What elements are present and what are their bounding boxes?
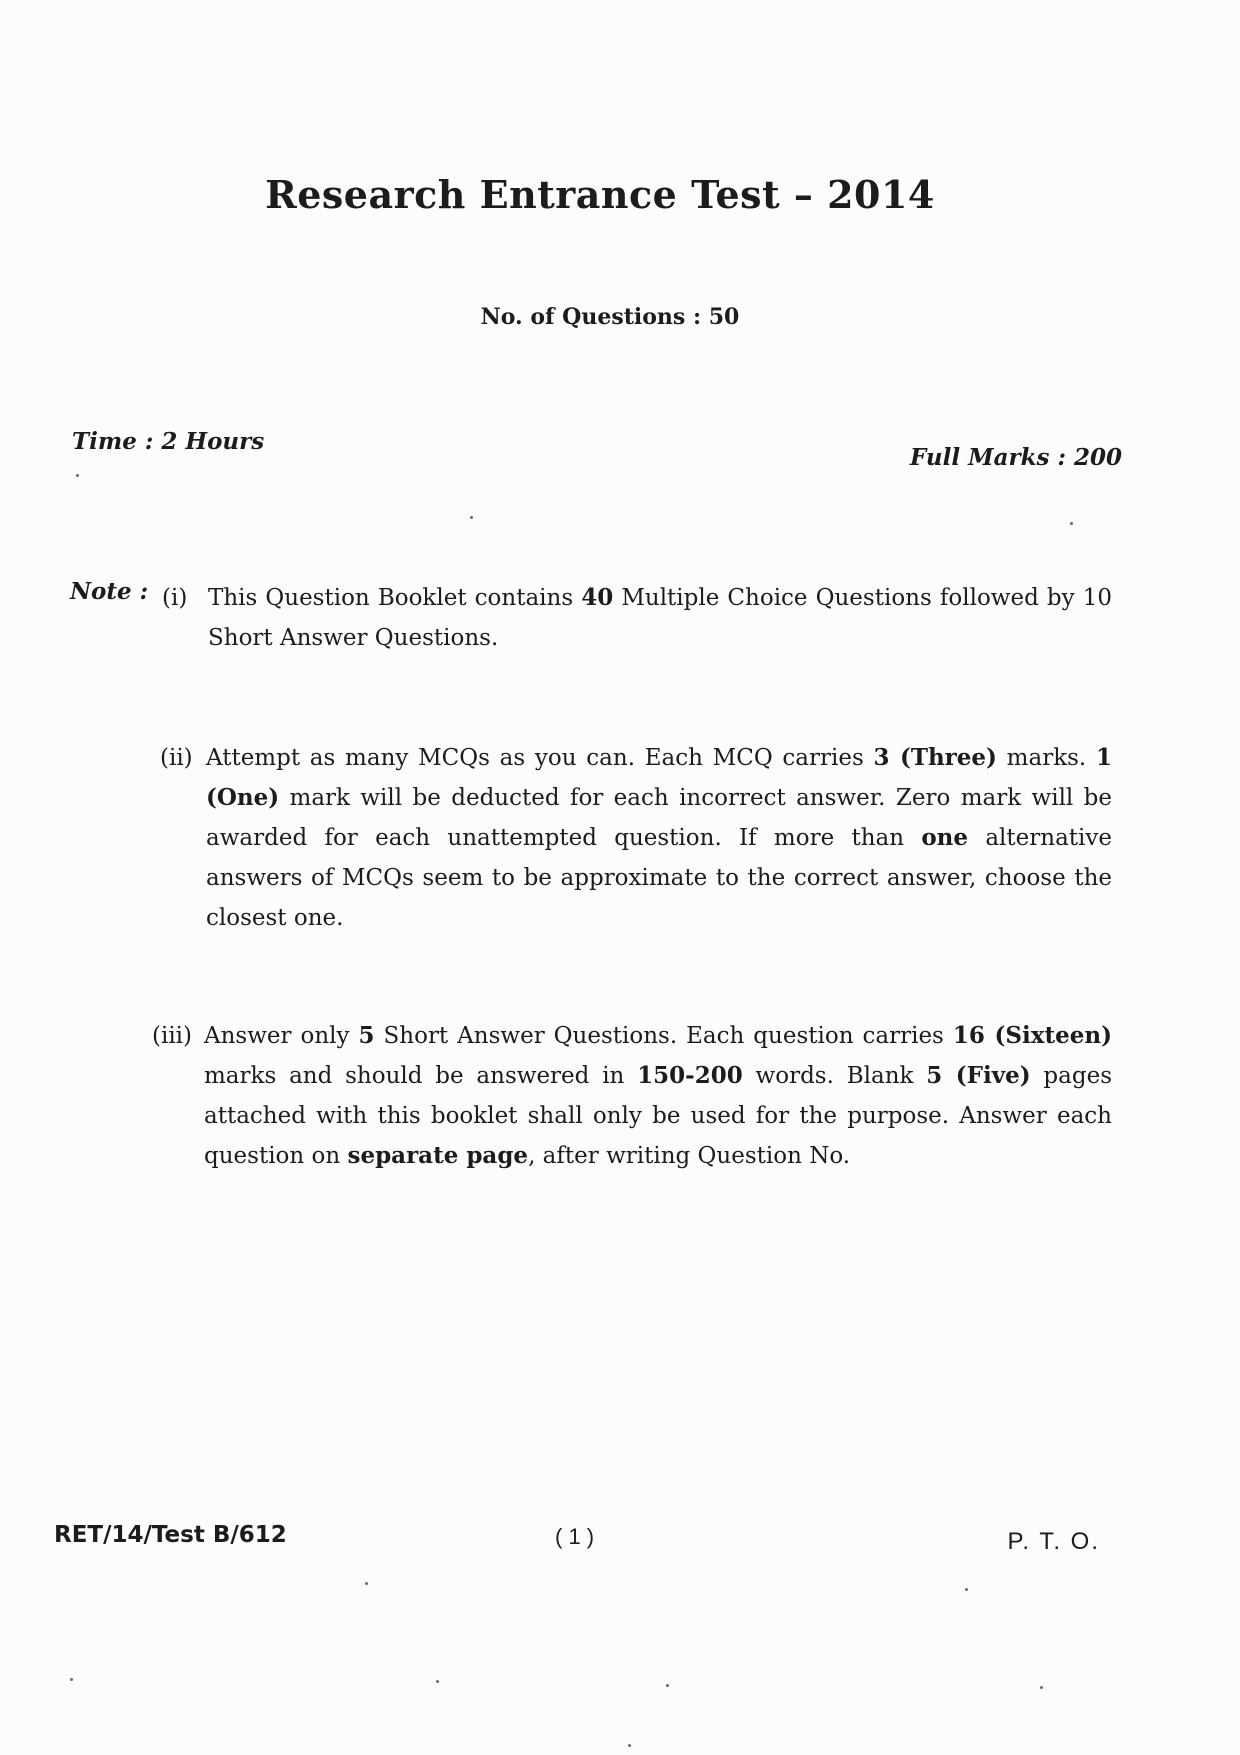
note-item-number: (ii): [160, 745, 193, 771]
please-turn-over: P. T. O.: [1007, 1528, 1100, 1555]
note-item-1: [162, 578, 1112, 658]
note-item-number: (i): [162, 585, 188, 611]
paper-code: RET/14/Test B/612: [54, 1522, 287, 1548]
scan-speck: [76, 474, 79, 477]
scan-speck: [70, 1678, 73, 1681]
scan-speck: [365, 1582, 368, 1585]
page-number: ( 1 ): [555, 1524, 595, 1549]
scan-speck: [666, 1684, 669, 1687]
note-label: Note :: [70, 578, 149, 605]
full-marks: Full Marks : 200: [909, 444, 1122, 471]
question-count: No. of Questions : 50: [480, 304, 740, 330]
scan-speck: [470, 516, 473, 519]
note-item-2: [160, 738, 1112, 938]
note-item-text: This Question Booklet contains 40 Multiple Choice Questions followed by 10 Short Answer Questions.: [208, 584, 1112, 651]
note-item-text: Attempt as many MCQs as you can. Each MCQ carries 3 (Three) marks. 1 (One) mark will be deducted for each incorrect answer. Zero mark will be awarded for each unattempted question. If more than one alternative answers of MCQs seem to be approximate to the correct answer, choose the closest one.: [206, 744, 1112, 931]
scan-speck: [1070, 522, 1073, 525]
scan-speck: [436, 1680, 439, 1683]
note-item-number: (iii): [152, 1023, 193, 1049]
note-item-3: [152, 1016, 1112, 1176]
note-item-text: Answer only 5 Short Answer Questions. Each question carries 16 (Sixteen) marks and should be answered in 150-200 words. Blank 5 (Five) pages attached with this booklet shall only be used for the purpose. Answer each question on separate page, after writing Question No.: [204, 1022, 1112, 1169]
exam-title: Research Entrance Test – 2014: [265, 172, 935, 217]
scan-speck: [1040, 1686, 1043, 1689]
scan-speck: [628, 1744, 631, 1747]
scan-speck: [965, 1588, 968, 1591]
time-allowed: Time : 2 Hours: [72, 428, 265, 455]
